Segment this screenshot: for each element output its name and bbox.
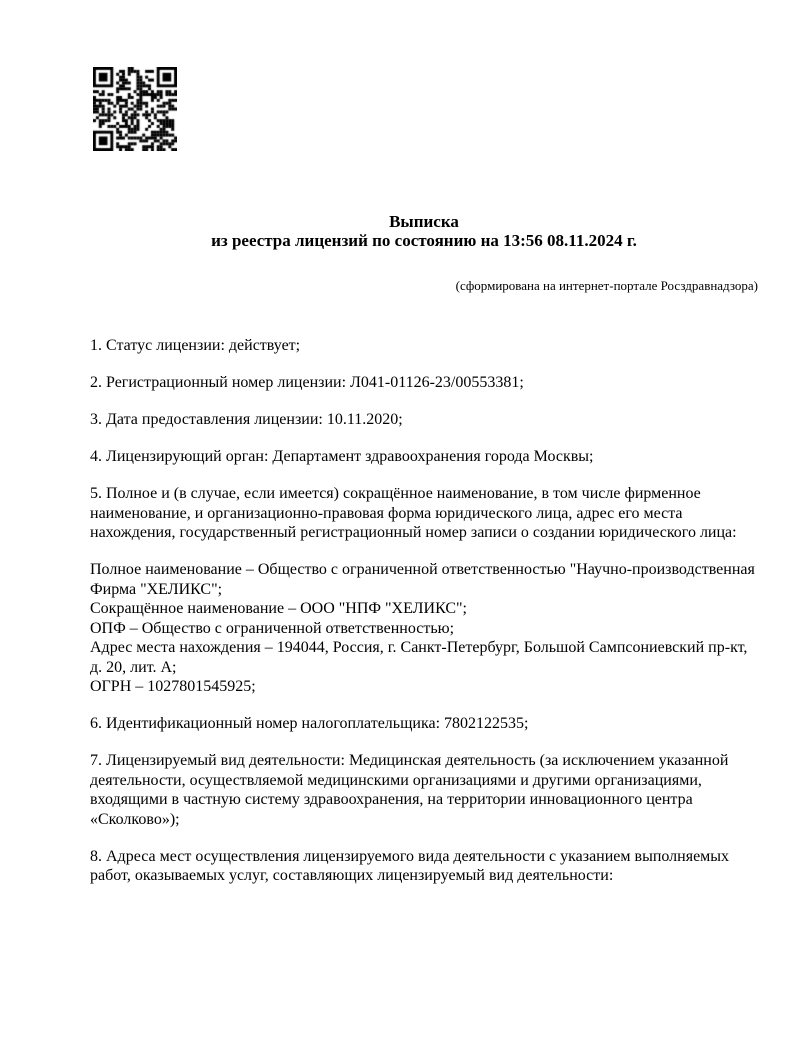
item-6-taxpayer-number: 6. Идентификационный номер налогоплательщика: 7802122535; [90,715,529,732]
title-line-1: Выписка [389,212,459,231]
item-2-registration-number: 2. Регистрационный номер лицензии: Л041-01126-23/00553381; [90,374,524,391]
formation-note: (сформирована на интернет-портале Росздравнадзора) [455,278,758,293]
document-content [90,212,758,903]
org-ogrn: ОГРН – 1027801545925; [90,678,256,695]
title-line-2: из реестра лицензий по состоянию на 13:56 08.11.2024 г. [211,231,637,250]
item-4-licensing-authority: 4. Лицензирующий орган: Департамент здравоохранения города Москвы; [90,448,594,465]
item-7-licensed-activity: 7. Лицензируемый вид деятельности: Медицинская деятельность (за исключением указанной деятельности, осуществляемой медицинскими организациями и другими организациями, входящими в частную систему здравоохранения, на территории инновационного центра «Сколково»); [90,752,729,828]
org-address: Адрес места нахождения – 194044, Россия, г. Санкт-Петербург, Большой Сампсониевский пр-кт, д. 20, лит. А; [90,639,748,676]
item-8-activity-addresses-intro: 8. Адреса мест осуществления лицензируемого вида деятельности с указанием выполняемых работ, оказываемых услуг, составляющих лицензируемый вид деятельности: [90,847,730,884]
item-3-grant-date: 3. Дата предоставления лицензии: 10.11.2020; [90,411,403,428]
qr-code [93,67,177,151]
item-5-names-intro: 5. Полное и (в случае, если имеется) сокращённое наименование, в том числе фирменное наименование, и организационно-правовая форма юридического лица, адрес его места нахождения, государственный регистрационный номер записи о создании юридического лица: [90,485,737,541]
org-short-name: Сокращённое наименование – ООО "НПФ "ХЕЛИКС"; [90,600,467,617]
document-title [90,212,758,250]
org-legal-form: ОПФ – Общество с ограниченной ответственностью; [90,619,455,637]
item-1-license-status: 1. Статус лицензии: действует; [90,337,301,354]
org-full-name: Полное наименование – Общество с ограниченной ответственностью "Научно-производственная Фирма "ХЕЛИКС"; [90,561,755,598]
organization-details [90,560,758,697]
